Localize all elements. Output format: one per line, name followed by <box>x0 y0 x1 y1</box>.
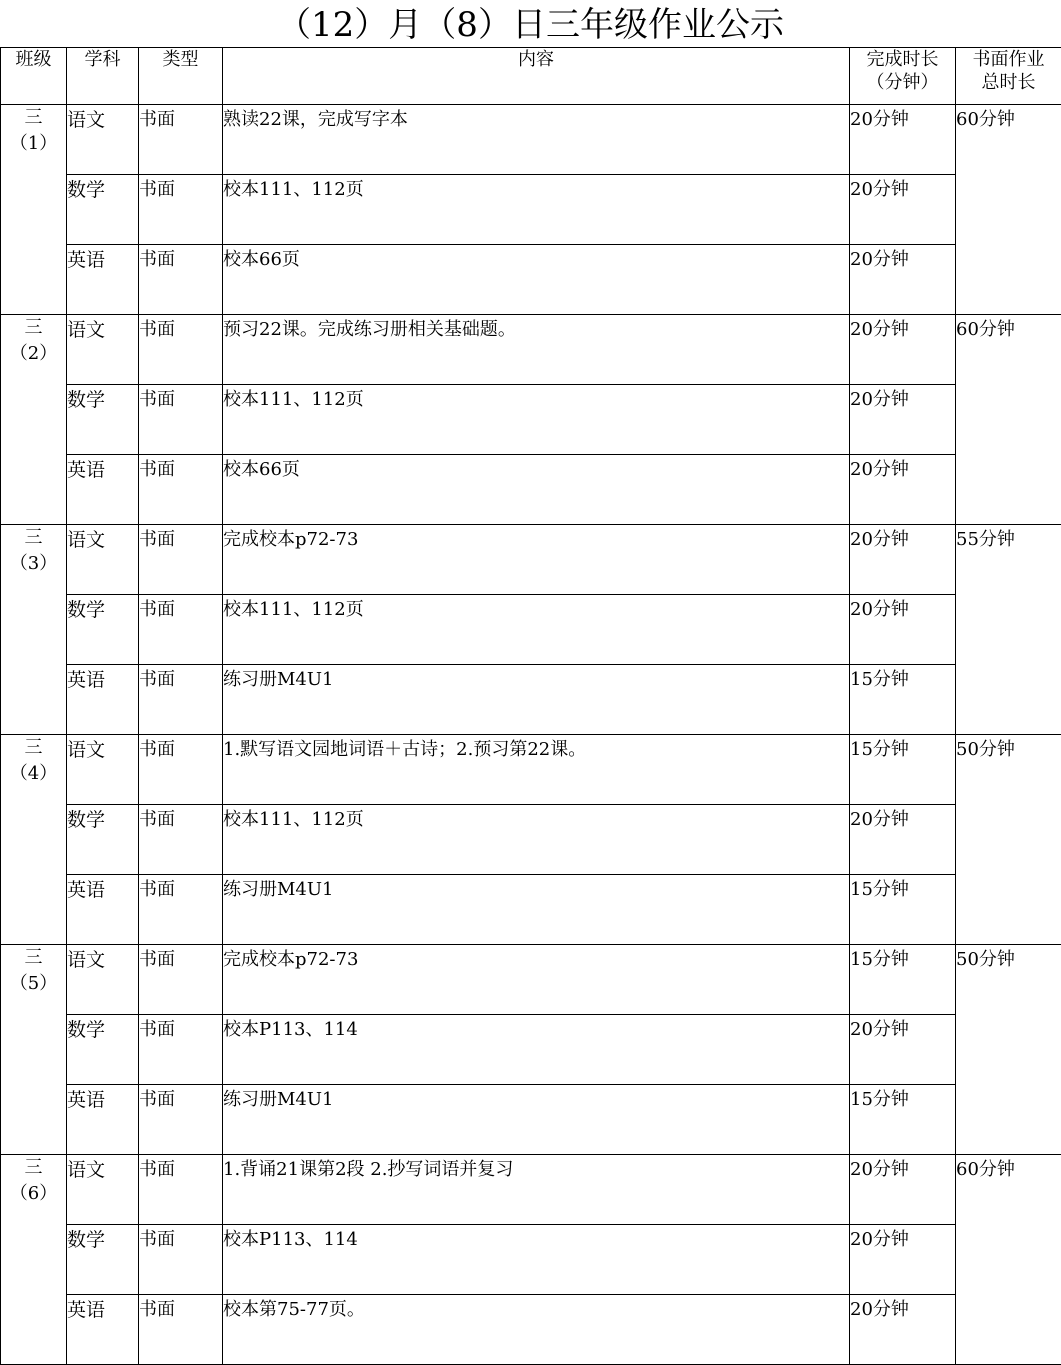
class-grade: 三 <box>24 107 43 128</box>
total-duration-cell: 50分钟 <box>956 735 1061 945</box>
table-row <box>1 735 1061 805</box>
type-cell: 书面 <box>139 385 223 455</box>
duration-cell: 20分钟 <box>850 1225 956 1295</box>
duration-cell: 20分钟 <box>850 1295 956 1365</box>
table-row <box>1 805 1061 875</box>
duration-cell: 20分钟 <box>850 245 956 315</box>
subject-cell: 英语 <box>67 1295 139 1365</box>
content-cell: 熟读22课，完成写字本 <box>223 105 850 175</box>
content-cell: 预习22课。完成练习册相关基础题。 <box>223 315 850 385</box>
duration-cell: 20分钟 <box>850 315 956 385</box>
content-cell: 校本P113、114 <box>223 1225 850 1295</box>
content-cell: 校本第75-77页。 <box>223 1295 850 1365</box>
subject-cell: 英语 <box>67 1085 139 1155</box>
table-row <box>1 1225 1061 1295</box>
subject-cell: 数学 <box>67 805 139 875</box>
subject-cell: 英语 <box>67 245 139 315</box>
table-row <box>1 385 1061 455</box>
type-cell: 书面 <box>139 665 223 735</box>
subject-cell: 数学 <box>67 1225 139 1295</box>
header-duration-line2: （分钟） <box>866 72 939 93</box>
content-cell: 校本P113、114 <box>223 1015 850 1085</box>
header-type: 类型 <box>139 48 223 105</box>
class-number: （6） <box>9 1183 58 1204</box>
header-total-line1: 书面作业 <box>972 49 1045 70</box>
total-duration-cell: 60分钟 <box>956 105 1061 315</box>
duration-cell: 20分钟 <box>850 385 956 455</box>
table-row <box>1 595 1061 665</box>
type-cell: 书面 <box>139 805 223 875</box>
subject-cell: 数学 <box>67 1015 139 1085</box>
class-number: （5） <box>9 973 58 994</box>
type-cell: 书面 <box>139 175 223 245</box>
header-total-line2: 总时长 <box>981 72 1036 93</box>
header-class: 班级 <box>1 48 67 105</box>
type-cell: 书面 <box>139 735 223 805</box>
homework-table <box>0 47 1061 1365</box>
content-cell: 练习册M4U1 <box>223 665 850 735</box>
type-cell: 书面 <box>139 315 223 385</box>
subject-cell: 英语 <box>67 455 139 525</box>
type-cell: 书面 <box>139 245 223 315</box>
content-cell: 校本66页 <box>223 245 850 315</box>
class-cell <box>1 735 67 945</box>
class-cell <box>1 105 67 315</box>
subject-cell: 语文 <box>67 1155 139 1225</box>
type-cell: 书面 <box>139 1295 223 1365</box>
total-duration-cell: 60分钟 <box>956 315 1061 525</box>
content-cell: 练习册M4U1 <box>223 1085 850 1155</box>
duration-cell: 20分钟 <box>850 455 956 525</box>
class-grade: 三 <box>24 947 43 968</box>
duration-cell: 20分钟 <box>850 805 956 875</box>
content-cell: 校本111、112页 <box>223 385 850 455</box>
total-duration-cell: 55分钟 <box>956 525 1061 735</box>
type-cell: 书面 <box>139 525 223 595</box>
type-cell: 书面 <box>139 1225 223 1295</box>
content-cell: 完成校本p72-73 <box>223 945 850 1015</box>
table-row <box>1 105 1061 175</box>
class-grade: 三 <box>24 527 43 548</box>
table-row <box>1 245 1061 315</box>
header-duration-line1: 完成时长 <box>866 49 939 70</box>
class-cell <box>1 315 67 525</box>
content-cell: 校本111、112页 <box>223 805 850 875</box>
class-grade: 三 <box>24 1157 43 1178</box>
table-row <box>1 1295 1061 1365</box>
table-row <box>1 1085 1061 1155</box>
table-row <box>1 1155 1061 1225</box>
class-grade: 三 <box>24 737 43 758</box>
table-row <box>1 175 1061 245</box>
content-cell: 练习册M4U1 <box>223 875 850 945</box>
duration-cell: 15分钟 <box>850 945 956 1015</box>
header-content: 内容 <box>223 48 850 105</box>
content-cell: 校本111、112页 <box>223 595 850 665</box>
content-cell: 校本111、112页 <box>223 175 850 245</box>
duration-cell: 15分钟 <box>850 735 956 805</box>
type-cell: 书面 <box>139 875 223 945</box>
subject-cell: 语文 <box>67 945 139 1015</box>
duration-cell: 20分钟 <box>850 175 956 245</box>
subject-cell: 语文 <box>67 105 139 175</box>
type-cell: 书面 <box>139 105 223 175</box>
duration-cell: 20分钟 <box>850 1155 956 1225</box>
class-number: （4） <box>9 763 58 784</box>
subject-cell: 数学 <box>67 175 139 245</box>
table-row <box>1 315 1061 385</box>
class-cell <box>1 1155 67 1365</box>
header-duration <box>850 48 956 105</box>
table-row <box>1 875 1061 945</box>
subject-cell: 语文 <box>67 735 139 805</box>
content-cell: 校本66页 <box>223 455 850 525</box>
page-title: （12）月（8）日三年级作业公示 <box>277 5 784 45</box>
total-duration-cell: 50分钟 <box>956 945 1061 1155</box>
header-subject: 学科 <box>67 48 139 105</box>
duration-cell: 15分钟 <box>850 1085 956 1155</box>
content-cell: 1.默写语文园地词语＋古诗；2.预习第22课。 <box>223 735 850 805</box>
class-number: （2） <box>9 343 58 364</box>
table-row <box>1 455 1061 525</box>
type-cell: 书面 <box>139 595 223 665</box>
class-number: （1） <box>9 133 58 154</box>
subject-cell: 数学 <box>67 595 139 665</box>
duration-cell: 20分钟 <box>850 525 956 595</box>
type-cell: 书面 <box>139 1015 223 1085</box>
table-row <box>1 665 1061 735</box>
duration-cell: 20分钟 <box>850 595 956 665</box>
duration-cell: 15分钟 <box>850 875 956 945</box>
table-row <box>1 1015 1061 1085</box>
type-cell: 书面 <box>139 455 223 525</box>
class-number: （3） <box>9 553 58 574</box>
subject-cell: 语文 <box>67 525 139 595</box>
type-cell: 书面 <box>139 945 223 1015</box>
content-cell: 完成校本p72-73 <box>223 525 850 595</box>
duration-cell: 15分钟 <box>850 665 956 735</box>
header-total <box>956 48 1061 105</box>
header-row <box>1 48 1061 105</box>
type-cell: 书面 <box>139 1155 223 1225</box>
class-cell <box>1 945 67 1155</box>
subject-cell: 数学 <box>67 385 139 455</box>
class-grade: 三 <box>24 317 43 338</box>
subject-cell: 语文 <box>67 315 139 385</box>
table-row <box>1 525 1061 595</box>
table-body <box>1 105 1061 1365</box>
class-cell <box>1 525 67 735</box>
content-cell: 1.背诵21课第2段 2.抄写词语并复习 <box>223 1155 850 1225</box>
subject-cell: 英语 <box>67 665 139 735</box>
duration-cell: 20分钟 <box>850 105 956 175</box>
duration-cell: 20分钟 <box>850 1015 956 1085</box>
table-row <box>1 945 1061 1015</box>
total-duration-cell: 60分钟 <box>956 1155 1061 1365</box>
type-cell: 书面 <box>139 1085 223 1155</box>
subject-cell: 英语 <box>67 875 139 945</box>
